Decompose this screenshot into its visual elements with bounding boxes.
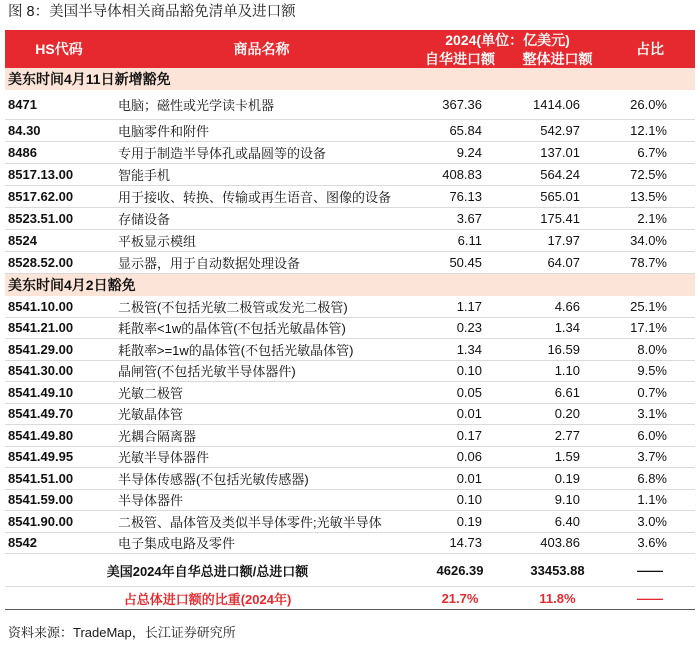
header-share: 占比: [636, 41, 664, 57]
hs-code-cell: 8541.49.80: [8, 427, 74, 443]
total-import-cell: 1414.06: [533, 97, 580, 112]
china-import-cell: 0.10: [456, 363, 482, 379]
hs-code-cell: 8541.49.10: [8, 384, 74, 400]
product-name-cell: 二极管(不包括光敏二极管或发光二极管): [118, 299, 348, 315]
table-section: [5, 274, 695, 554]
header-china-import: 自华进口额: [425, 50, 495, 67]
total-overall-import: 33453.88: [530, 562, 585, 578]
share-cell: 3.7%: [637, 449, 667, 465]
china-import-cell: 0.19: [456, 513, 482, 529]
header-product-name: 商品名称: [233, 41, 290, 57]
hs-code-cell: 8517.62.00: [8, 189, 74, 204]
table-row: [5, 404, 695, 426]
total-import-cell: 565.01: [540, 189, 580, 204]
product-name-cell: 光耦合隔离器: [118, 428, 197, 444]
product-name-cell: 光敏晶体管: [118, 407, 184, 423]
share-cell: 72.5%: [630, 167, 667, 182]
share-cell: 17.1%: [630, 320, 667, 336]
share-cell: 26.0%: [630, 97, 667, 112]
hs-code-cell: 8541.10.00: [8, 298, 74, 314]
total-import-cell: 542.97: [540, 123, 580, 138]
total-import-cell: 64.07: [547, 255, 580, 270]
share-cell: 3.0%: [637, 513, 667, 529]
product-name-cell: 电脑零件和附件: [118, 124, 210, 139]
header-import-group: [410, 30, 605, 68]
total-import-cell: 6.40: [554, 513, 580, 529]
hs-code-cell: 8523.51.00: [8, 211, 74, 226]
table-row: [5, 90, 695, 120]
header-total-import: 整体进口额: [522, 50, 593, 67]
total-row: [5, 554, 695, 587]
hs-code-cell: 8541.90.00: [8, 513, 74, 529]
total-import-cell: 2.77: [554, 427, 580, 443]
china-import-cell: 0.01: [456, 470, 482, 486]
hs-code-cell: 8542: [8, 535, 37, 551]
share-cell: 25.1%: [630, 298, 667, 314]
product-name-cell: 光敏二极管: [118, 385, 184, 401]
total-import-cell: 4.66: [554, 298, 580, 314]
total-china-import: 4626.39: [436, 562, 484, 578]
hs-code-cell: 8541.49.95: [8, 449, 74, 465]
table-row: [5, 208, 695, 230]
total-import-cell: 17.97: [547, 233, 580, 248]
share-cell: 6.7%: [637, 145, 667, 160]
table-row: [5, 120, 695, 142]
product-name-cell: 电子集成电路及零件: [118, 536, 236, 552]
section-title: 美东时间4月11日新增豁免: [5, 68, 695, 90]
table-row: [5, 339, 695, 361]
table-row: [5, 164, 695, 186]
total-share: ——: [637, 562, 663, 578]
china-import-cell: 0.05: [456, 384, 482, 400]
table-row: [5, 296, 695, 318]
china-import-cell: 367.36: [442, 97, 482, 112]
china-import-cell: 76.13: [449, 189, 482, 204]
share-cell: 0.7%: [637, 384, 667, 400]
total-import-cell: 6.61: [554, 384, 580, 400]
share-cell: 34.0%: [630, 233, 667, 248]
exemption-table: [5, 30, 695, 610]
total-import-cell: 175.41: [540, 211, 580, 226]
china-import-cell: 14.73: [449, 535, 482, 551]
share-cell: 8.0%: [637, 341, 667, 357]
total-import-cell: 16.59: [547, 341, 580, 357]
share-cell: 1.1%: [637, 492, 667, 508]
share-cell: 13.5%: [630, 189, 667, 204]
hs-code-cell: 84.30: [8, 123, 41, 138]
china-import-cell: 65.84: [449, 123, 482, 138]
header-sub-row: [410, 49, 605, 68]
hs-code-cell: 8541.49.70: [8, 406, 74, 422]
table-row: [5, 318, 695, 340]
table-row: [5, 425, 695, 447]
china-import-cell: 9.24: [456, 145, 482, 160]
section-title: 美东时间4月2日豁免: [5, 274, 695, 296]
hs-code-cell: 8541.59.00: [8, 492, 74, 508]
total-import-cell: 0.19: [554, 470, 580, 486]
share-cell: 12.1%: [630, 123, 667, 138]
total-import-cell: 0.20: [554, 406, 580, 422]
hs-code-cell: 8471: [8, 97, 37, 112]
china-import-cell: 0.17: [456, 427, 482, 443]
china-import-cell: 1.34: [456, 341, 482, 357]
table-row: [5, 382, 695, 404]
table-row: [5, 447, 695, 469]
figure-caption: 图 8：美国半导体相关商品豁免清单及进口额: [8, 4, 296, 20]
share-cell: 3.1%: [637, 406, 667, 422]
china-import-cell: 0.06: [456, 449, 482, 465]
share-cell: 9.5%: [637, 363, 667, 379]
product-name-cell: 半导体器件: [118, 493, 184, 509]
product-name-cell: 专用于制造半导体孔或晶圆等的设备: [118, 146, 327, 161]
product-name-cell: 显示器，用于自动数据处理设备: [118, 256, 301, 271]
table-row: [5, 490, 695, 512]
china-import-cell: 1.17: [456, 298, 482, 314]
hs-code-cell: 8541.21.00: [8, 320, 74, 336]
product-name-cell: 耗散率<1w的晶体管(不包括光敏晶体管): [118, 321, 346, 337]
share-label: 占总体进口额的比重(2024年): [123, 591, 292, 607]
table-row: [5, 511, 695, 533]
total-import-cell: 137.01: [540, 145, 580, 160]
china-import-cell: 0.23: [456, 320, 482, 336]
table-row: [5, 142, 695, 164]
hs-code-cell: 8486: [8, 145, 37, 160]
header-unit: 2024(单位：亿美元): [445, 32, 570, 48]
header-hs-code: HS代码: [35, 41, 83, 57]
share-overall-import: 11.8%: [539, 590, 576, 606]
hs-code-cell: 8517.13.00: [8, 167, 74, 182]
product-name-cell: 半导体传感器(不包括光敏传感器): [118, 471, 309, 487]
total-import-cell: 564.24: [540, 167, 580, 182]
china-import-cell: 0.01: [456, 406, 482, 422]
product-name-cell: 平板显示模组: [118, 234, 197, 249]
total-import-cell: 9.10: [554, 492, 580, 508]
share-cell: 6.0%: [637, 427, 667, 443]
share-row: [5, 587, 695, 610]
china-import-cell: 3.67: [456, 211, 482, 226]
hs-code-cell: 8541.51.00: [8, 470, 74, 486]
total-import-cell: 1.10: [554, 363, 580, 379]
china-import-cell: 50.45: [449, 255, 482, 270]
source-note: 资料来源：TradeMap，长江证券研究所: [8, 625, 236, 640]
table-section: [5, 68, 695, 274]
share-cell: 3.6%: [637, 535, 667, 551]
china-import-cell: 6.11: [457, 233, 482, 248]
product-name-cell: 晶闸管(不包括光敏半导体器件): [118, 364, 296, 380]
hs-code-cell: 8524: [8, 233, 37, 248]
product-name-cell: 光敏半导体器件: [118, 450, 210, 466]
share-share: ——: [637, 590, 663, 606]
table-row: [5, 252, 695, 274]
table-row: [5, 186, 695, 208]
total-label: 美国2024年自华总进口额/总进口额: [106, 563, 309, 579]
china-import-cell: 0.10: [456, 492, 482, 508]
table-row: [5, 468, 695, 490]
share-china-import: 21.7%: [441, 590, 479, 606]
share-cell: 2.1%: [637, 211, 667, 226]
product-name-cell: 耗散率>=1w的晶体管(不包括光敏晶体管): [118, 342, 354, 358]
product-name-cell: 二极管、晶体管及类似半导体零件;光敏半导体: [118, 514, 382, 530]
hs-code-cell: 8528.52.00: [8, 255, 74, 270]
table-body: [5, 68, 695, 554]
product-name-cell: 用于接收、转换、传输或再生语音、图像的设备: [118, 190, 392, 205]
total-import-cell: 403.86: [540, 535, 580, 551]
hs-code-cell: 8541.29.00: [8, 341, 74, 357]
product-name-cell: 电脑；磁性或光学读卡机器: [118, 98, 275, 113]
total-import-cell: 1.59: [554, 449, 580, 465]
total-import-cell: 1.34: [554, 320, 580, 336]
product-name-cell: 存储设备: [118, 212, 171, 227]
product-name-cell: 智能手机: [118, 168, 171, 183]
table-header: [5, 30, 695, 68]
table-row: [5, 533, 695, 555]
share-cell: 6.8%: [637, 470, 667, 486]
table-row: [5, 361, 695, 383]
hs-code-cell: 8541.30.00: [8, 363, 74, 379]
share-cell: 78.7%: [630, 255, 667, 270]
china-import-cell: 408.83: [442, 167, 482, 182]
table-row: [5, 230, 695, 252]
